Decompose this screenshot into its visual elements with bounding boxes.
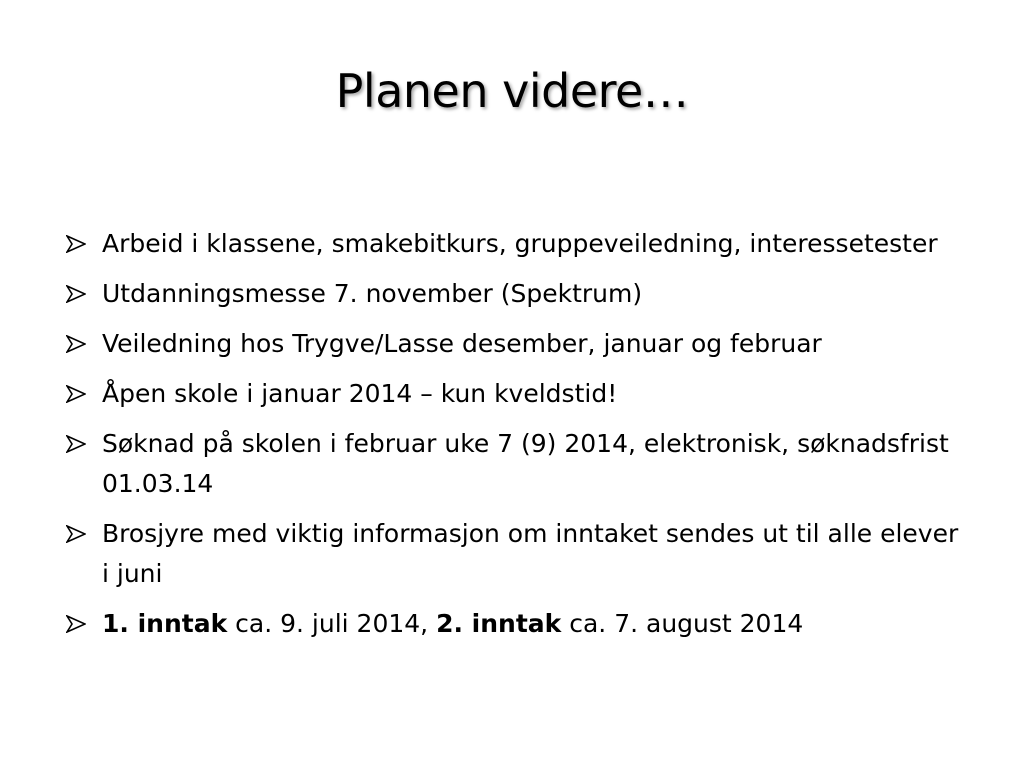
bullet-text: Søknad på skolen i februar uke 7 (9) 2014, elektronisk, søknadsfrist 01.03.14: [102, 429, 949, 498]
intake-1-date: ca. 9. juli 2014,: [227, 609, 437, 638]
bullet-text: Utdanningsmesse 7. november (Spektrum): [102, 279, 643, 308]
bullet-item: [66, 274, 966, 314]
bullet-item: [66, 604, 966, 644]
bullet-item: [66, 224, 966, 264]
bullet-text: Veiledning hos Trygve/Lasse desember, januar og februar: [102, 329, 822, 358]
intake-2-label: 2. inntak: [436, 609, 562, 638]
intake-1-label: 1. inntak: [102, 609, 228, 638]
bullet-text: Arbeid i klassene, smakebitkurs, gruppeveiledning, interessetester: [102, 229, 938, 258]
arrowhead-bullet-icon: [66, 324, 102, 364]
bullet-item: [66, 514, 966, 594]
arrowhead-bullet-icon: [66, 274, 102, 314]
arrowhead-bullet-icon: [66, 374, 102, 414]
bullet-item: [66, 424, 966, 504]
bullet-item: [66, 324, 966, 364]
bullet-item: [66, 374, 966, 414]
arrowhead-bullet-icon: [66, 424, 102, 464]
arrowhead-bullet-icon: [66, 514, 102, 554]
bullet-text: Åpen skole i januar 2014 – kun kveldstid!: [102, 379, 618, 408]
arrowhead-bullet-icon: [66, 604, 102, 644]
intake-2-date: ca. 7. august 2014: [561, 609, 804, 638]
slide-title: Planen videre…: [335, 64, 689, 118]
bullet-text: Brosjyre med viktig informasjon om inntaket sendes ut til alle elever i juni: [102, 519, 959, 588]
bullet-list: [66, 224, 966, 654]
bullet-text: [102, 604, 966, 644]
arrowhead-bullet-icon: [66, 224, 102, 264]
